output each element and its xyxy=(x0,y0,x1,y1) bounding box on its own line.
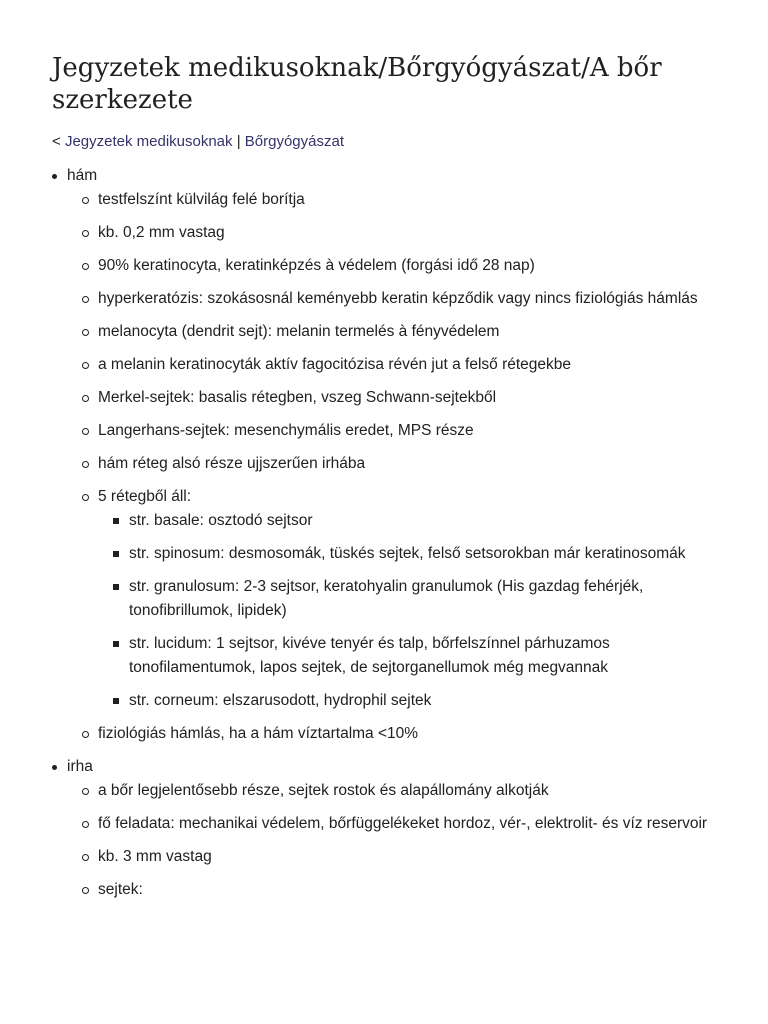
list-item: testfelszínt külvilág felé borítja xyxy=(67,188,712,212)
breadcrumb xyxy=(52,132,712,152)
breadcrumb-link-jegyzetek[interactable]: Jegyzetek medikusoknak xyxy=(64,133,233,150)
list-item: kb. 0,2 mm vastag xyxy=(67,221,712,245)
layers-sublist xyxy=(98,509,712,713)
list-item: Merkel-sejtek: basalis rétegben, vszeg Schwann-sejtekből xyxy=(67,386,712,410)
list-item: 90% keratinocyta, keratinképzés à védelem (forgási idő 28 nap) xyxy=(67,254,712,278)
list-item: a bőr legjelentősebb része, sejtek rostok és alapállomány alkotják xyxy=(67,779,712,803)
list-item: Langerhans-sejtek: mesenchymális eredet, MPS része xyxy=(67,419,712,443)
list-item: a melanin keratinocyták aktív fagocitózisa révén jut a felső rétegekbe xyxy=(67,353,712,377)
irha-sublist xyxy=(67,779,712,902)
list-item: sejtek: xyxy=(67,878,712,902)
list-item-irha xyxy=(52,755,712,902)
list-item-ham xyxy=(52,164,712,746)
breadcrumb-back-arrow: < xyxy=(52,133,61,150)
outline-list xyxy=(52,164,712,902)
list-item-text: 5 rétegből áll: xyxy=(98,488,192,505)
section-label: hám xyxy=(67,167,98,184)
list-item-layers xyxy=(67,485,712,713)
list-item: str. spinosum: desmosomák, tüskés sejtek, felső setsorokban már keratinosomák xyxy=(98,542,712,566)
list-item: hyperkeratózis: szokásosnál keményebb keratin képződik vagy nincs fiziológiás hámlás xyxy=(67,287,712,311)
list-item: melanocyta (dendrit sejt): melanin termelés à fényvédelem xyxy=(67,320,712,344)
page-title: Jegyzetek medikusoknak/Bőrgyógyászat/A bőr szerkezete xyxy=(52,53,662,115)
section-label: irha xyxy=(67,758,93,775)
list-item: str. lucidum: 1 sejtsor, kivéve tenyér és talp, bőrfelszínnel párhuzamos tonofilamentumok, lapos sejtek, de sejtorganellumok még megvannak xyxy=(98,632,712,680)
list-item: str. corneum: elszarusodott, hydrophil sejtek xyxy=(98,689,712,713)
list-item: fő feladata: mechanikai védelem, bőrfüggelékeket hordoz, vér-, elektrolit- és víz reservoir xyxy=(67,812,712,836)
list-item: fiziológiás hámlás, ha a hám víztartalma <10% xyxy=(67,722,712,746)
breadcrumb-link-borgyogyaszat[interactable]: Bőrgyógyászat xyxy=(244,133,345,150)
ham-sublist xyxy=(67,188,712,746)
list-item: str. granulosum: 2-3 sejtsor, keratohyalin granulumok (His gazdag fehérjék, tonofibrillumok, lipidek) xyxy=(98,575,712,623)
breadcrumb-separator: | xyxy=(236,133,241,150)
list-item: kb. 3 mm vastag xyxy=(67,845,712,869)
list-item: str. basale: osztodó sejtsor xyxy=(98,509,712,533)
list-item: hám réteg alsó része ujjszerűen irhába xyxy=(67,452,712,476)
